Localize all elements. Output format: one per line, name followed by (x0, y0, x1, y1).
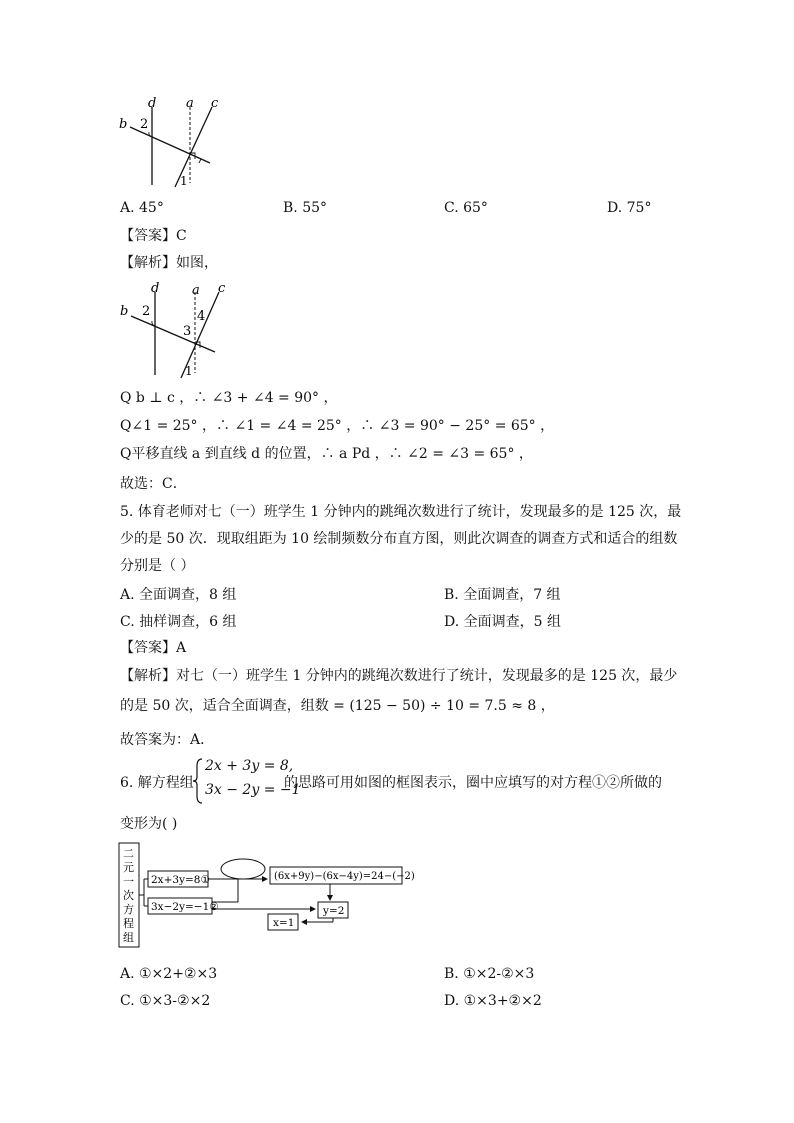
box1-text: 2x+3y=8① (151, 874, 210, 886)
q6-option-a: A. ①×2+②×3 (120, 966, 218, 982)
fig1-label-d: d (148, 96, 157, 111)
q4-figure-analysis (115, 280, 235, 380)
q5-option-c: C. 抽样调查，6 组 (120, 614, 237, 630)
q5-option-a: A. 全面调查，8 组 (120, 587, 237, 603)
side-label-char-4: 次 (123, 889, 134, 902)
fig1-label-c: c (211, 96, 219, 111)
q4-analysis-title: 【解析】如图， (120, 255, 218, 271)
fig2-label-c: c (218, 281, 226, 296)
side-label-char-3: 一 (123, 875, 134, 888)
q4-step-1: Q b ⊥ c ，∴ ∠3 + ∠4 = 90° ， (120, 390, 338, 406)
q6-equation-1: 2x + 3y = 8, (205, 758, 294, 774)
q5-option-b: B. 全面调查，7 组 (444, 587, 561, 603)
fig2-label-3: 3 (183, 324, 192, 339)
q5-stem-line-1: 5. 体育老师对七（一）班学生 1 分钟内的跳绳次数进行了统计，发现最多的是 125 次，最 (120, 504, 682, 520)
fig2-label-4: 4 (197, 309, 206, 324)
side-label-char-6: 程 (123, 917, 134, 930)
q6-option-d: D. ①×3+②×2 (444, 993, 542, 1009)
q4-option-c: C. 65° (444, 200, 488, 216)
q6-option-c: C. ①×3-②×2 (120, 993, 211, 1009)
q5-answer: 【答案】A (120, 640, 187, 656)
q5-analysis-line-1: 【解析】对七（一）班学生 1 分钟内的跳绳次数进行了统计，发现最多的是 125 次，最少 (120, 668, 678, 684)
q5-conclusion: 故答案为：A． (120, 732, 215, 748)
side-label-char-2: 元 (123, 861, 134, 874)
box5-text: x=1 (273, 917, 295, 929)
box4-text: y=2 (323, 905, 345, 917)
fig2-label-d: d (151, 281, 160, 296)
q4-option-a: A. 45° (120, 200, 164, 216)
q4-option-d: D. 75° (607, 200, 652, 216)
q6-option-b: B. ①×2-②×3 (444, 966, 535, 982)
q5-stem-line-3: 分别是（ ） (120, 558, 195, 574)
q4-answer: 【答案】C (120, 228, 187, 244)
q4-option-b: B. 55° (283, 200, 328, 216)
fig1-label-b: b (119, 117, 128, 132)
q5-stem-line-2: 少的是 50 次．现取组距为 10 绘制频数分布直方图，则此次调查的调查方式和适合的组数 (120, 531, 678, 547)
q6-flow-diagram (118, 840, 418, 950)
q4-conclusion: 故选：C． (120, 476, 187, 492)
box3-text: (6x+9y)−(6x−4y)=24−(−2) (274, 871, 415, 882)
q6-system-brace (192, 758, 204, 804)
fig1-label-2: 2 (140, 117, 149, 132)
q4-step-2: Q∠1 = 25° ，∴ ∠1 = ∠4 = 25° ，∴ ∠3 = 90° − 25° = 65° ， (120, 418, 555, 434)
fig2-label-2: 2 (142, 304, 151, 319)
side-label-char-7: 组 (123, 931, 134, 944)
side-label-char-5: 方 (123, 903, 134, 916)
side-label-char-1: 二 (123, 847, 134, 860)
q5-option-d: D. 全面调查，5 组 (444, 614, 561, 630)
q4-step-3: Q平移直线 a 到直线 d 的位置，∴ a Pd ，∴ ∠2 = ∠3 = 65° ， (120, 446, 533, 462)
q4-figure-top (115, 95, 225, 190)
q6-stem-prefix: 6. 解方程组 (120, 775, 194, 791)
fig1-label-a: a (186, 96, 194, 111)
side-label (123, 847, 134, 944)
fig2-label-1: 1 (185, 364, 193, 378)
fig1-label-1: 1 (180, 174, 188, 188)
q6-stem-line-2: 变形为( ) (120, 816, 178, 832)
q6-equation-2: 3x − 2y = −1 (205, 782, 301, 798)
q6-stem-suffix: 的思路可用如图的框图表示，圈中应填写的对方程①②所做的 (284, 775, 662, 791)
box2-text: 3x−2y=−1② (151, 901, 219, 913)
fig2-label-b: b (120, 304, 129, 319)
q5-analysis-line-2: 的是 50 次，适合全面调查，组数 = (125 − 50) ÷ 10 = 7.5 ≈ 8 ， (120, 698, 555, 714)
fig2-label-a: a (192, 283, 200, 298)
